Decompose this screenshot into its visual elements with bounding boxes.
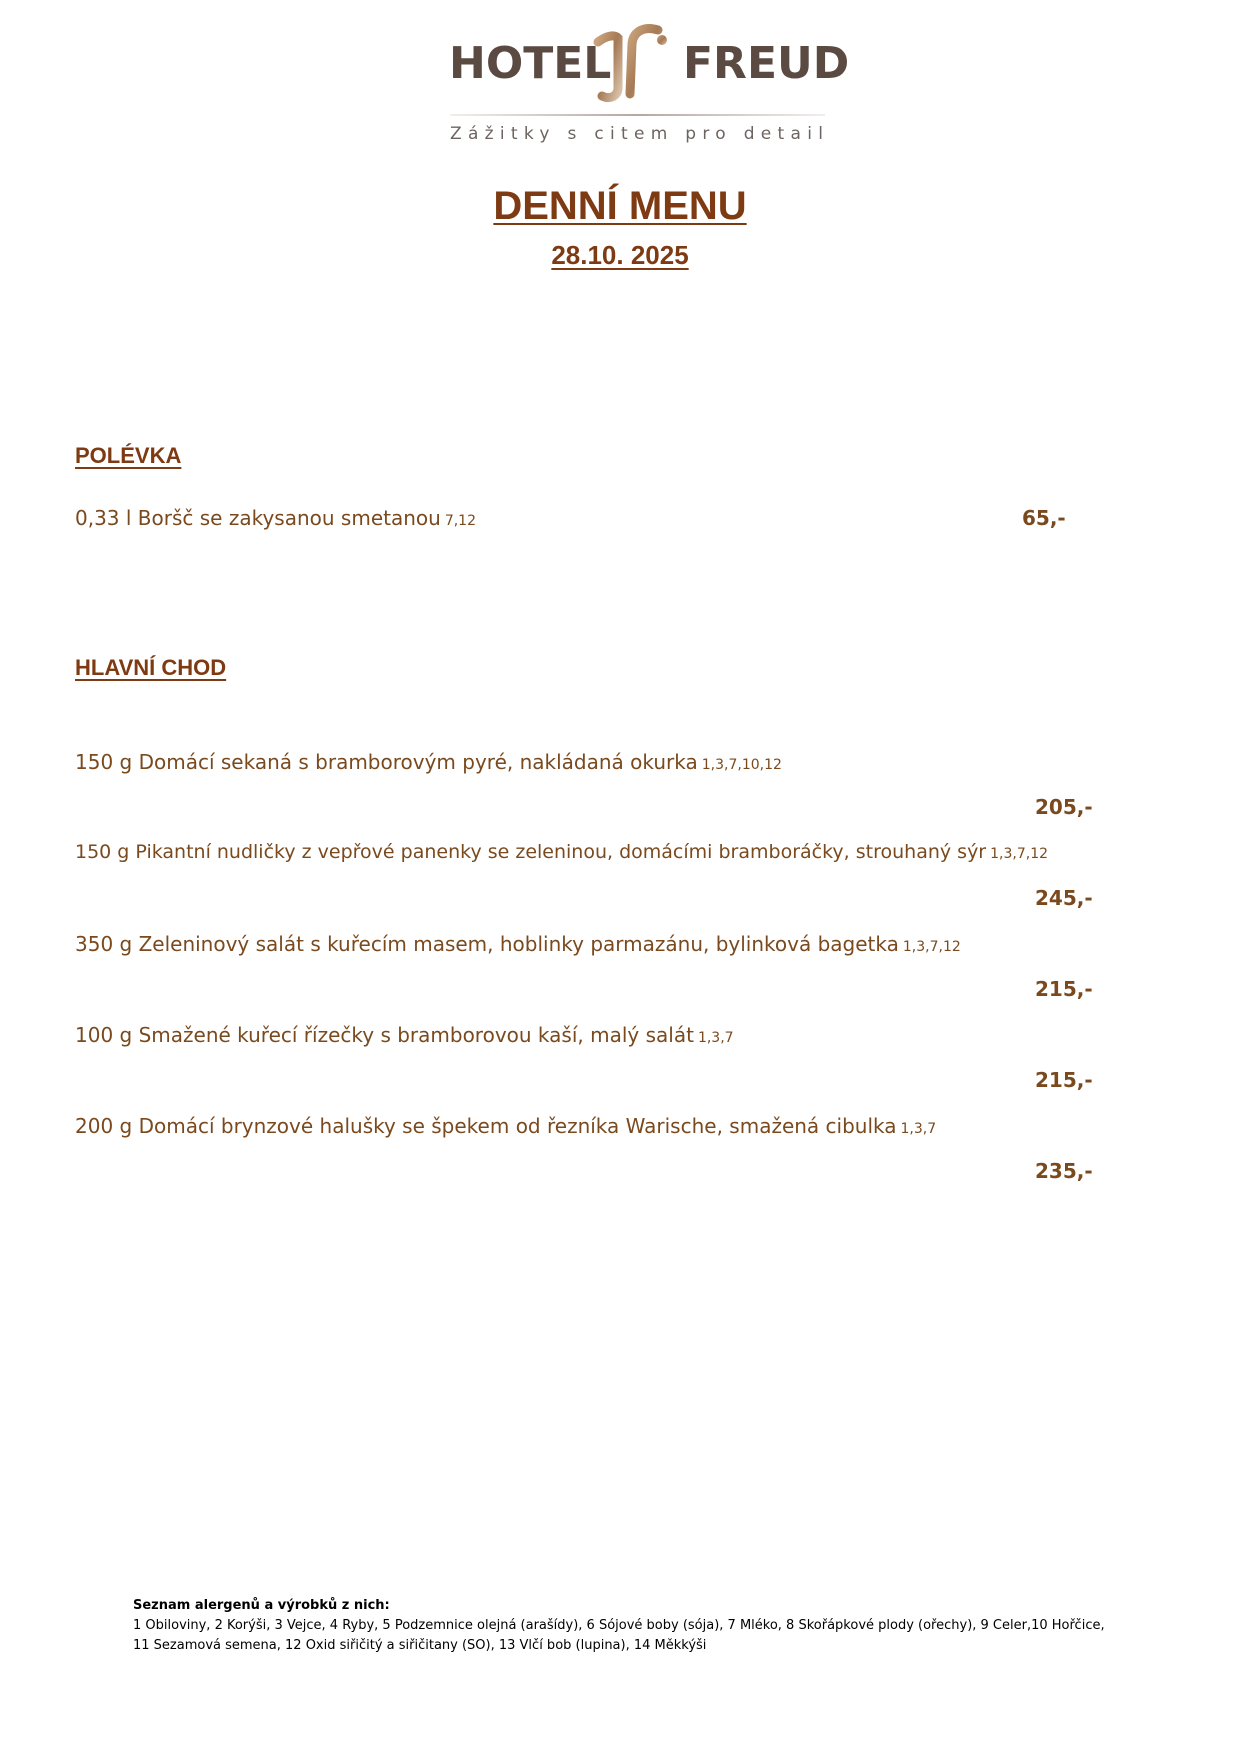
- section-heading-soup: [75, 445, 181, 467]
- menu-item-price: 65,-: [1022, 506, 1066, 530]
- menu-item: [75, 752, 782, 772]
- allergen-legend: [133, 1596, 1153, 1656]
- menu-item: [75, 1116, 936, 1136]
- allergen-legend-line: 11 Sezamová semena, 12 Oxid siřičitý a siřičitany (SO), 13 Vlčí bob (lupina), 14 Měkkýši: [133, 1638, 707, 1653]
- menu-item-name: 200 g Domácí brynzové halušky se špekem od řezníka Warische, smažená cibulka: [75, 1114, 897, 1138]
- menu-item-allergens: 1,3,7,12: [990, 846, 1049, 862]
- menu-item-price: 215,-: [1035, 1068, 1093, 1092]
- logo-word-right: FREUD: [683, 38, 850, 89]
- section-heading-main: [75, 657, 226, 679]
- logo-divider: [450, 114, 825, 116]
- section-heading-main-text: HLAVNÍ CHOD: [75, 655, 227, 680]
- menu-item-allergens: 7,12: [444, 513, 476, 529]
- menu-item-name: 100 g Smažené kuřecí řízečky s bramborovou kaší, malý salát: [75, 1023, 694, 1047]
- logo-word-left: HOTEL: [449, 38, 612, 89]
- menu-date-text: 28.10. 2025: [551, 240, 689, 270]
- menu-item: [75, 934, 961, 954]
- menu-item-name: 150 g Pikantní nudličky z vepřové panenky se zeleninou, domácími bramboráčky, strouhaný sýr: [75, 841, 987, 863]
- menu-item-name: 150 g Domácí sekaná s bramborovým pyré, nakládaná okurka: [75, 750, 698, 774]
- menu-date: [0, 242, 1240, 268]
- logo-tagline: Zážitky s citem pro detail: [450, 124, 830, 144]
- section-heading-soup-text: POLÉVKA: [75, 443, 182, 468]
- menu-item-price: 215,-: [1035, 977, 1093, 1001]
- menu-item-price: 235,-: [1035, 1159, 1093, 1183]
- menu-title: [0, 186, 1240, 226]
- hf-monogram-icon: [588, 22, 672, 104]
- menu-item: [75, 843, 1048, 862]
- hotel-logo: [440, 22, 850, 144]
- allergen-legend-title: Seznam alergenů a výrobků z nich:: [133, 1598, 390, 1613]
- menu-item-price: 205,-: [1035, 795, 1093, 819]
- menu-item-allergens: 1,3,7,10,12: [701, 757, 782, 773]
- menu-item-allergens: 1,3,7: [900, 1121, 937, 1137]
- menu-item-allergens: 1,3,7: [697, 1030, 734, 1046]
- menu-item-name: 0,33 l Boršč se zakysanou smetanou: [75, 506, 441, 530]
- menu-item: [75, 508, 476, 528]
- menu-item-price: 245,-: [1035, 886, 1093, 910]
- menu-item-name: 350 g Zeleninový salát s kuřecím masem, hoblinky parmazánu, bylinková bagetka: [75, 932, 899, 956]
- menu-title-text: DENNÍ MENU: [493, 184, 747, 228]
- allergen-legend-line: 1 Obiloviny, 2 Korýši, 3 Vejce, 4 Ryby, 5 Podzemnice olejná (arašídy), 6 Sójové boby (sója), 7 Mléko, 8 Skořápkové plody (ořechy), 9 Celer,10 Hořčice,: [133, 1618, 1105, 1633]
- menu-item-allergens: 1,3,7,12: [902, 939, 961, 955]
- menu-item: [75, 1025, 734, 1045]
